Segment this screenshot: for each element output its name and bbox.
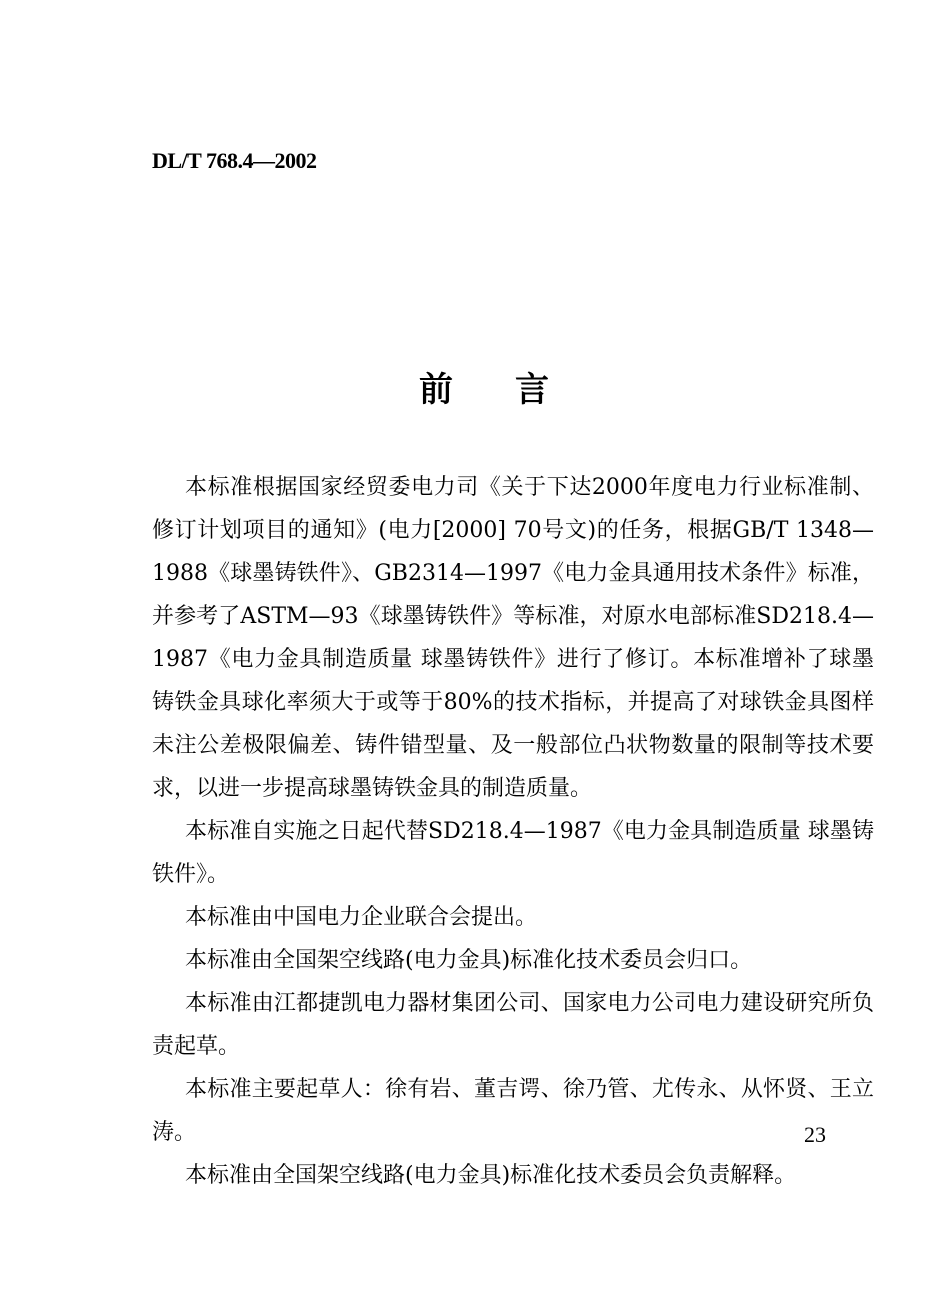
- page-number: 23: [804, 1122, 826, 1147]
- page-title: 前言: [419, 370, 611, 410]
- paragraph-interpretation: 本标准由全国架空线路(电力金具)标准化技术委员会负责解释。: [185, 1163, 797, 1188]
- paragraph-proposer: 本标准由中国电力企业联合会提出。: [185, 905, 538, 930]
- paragraph-revision-background: 本标准根据国家经贸委电力司《关于下达2000年度电力行业标准制、修订计划项目的通知》(电力[2000] 70号文)的任务，根据GB/T 1348—1988《球墨铸铁件》、GB2314—1997《电力金具通用技术条件》标准，并参考了ASTM—93《球墨铸铁件》等标准，对原水电部标准SD218.4—1987《电力金具制造质量 球墨铸铁件》进行了修订。本标准增补了球墨铸铁金具球化率须大于或等于80%的技术指标，并提高了对球铁金具图样未注公差极限偏差、铸件错型量、及一般部位凸状物数量的限制等技术要求，以进一步提高球墨铸铁金具的制造质量。: [152, 475, 874, 801]
- paragraph-centralized-by: 本标准由全国架空线路(电力金具)标准化技术委员会归口。: [185, 948, 753, 973]
- document-code: DL/T 768.4—2002: [152, 148, 317, 173]
- paragraph-drafters: 本标准主要起草人：徐有岩、董吉谔、徐乃管、尤传永、从怀贤、王立涛。: [152, 1077, 874, 1145]
- foreword-body: [152, 466, 874, 1197]
- paragraph-replacement: 本标准自实施之日起代替SD218.4—1987《电力金具制造质量 球墨铸铁件》。: [152, 819, 874, 887]
- paragraph-drafting-units: 本标准由江都捷凯电力器材集团公司、国家电力公司电力建设研究所负责起草。: [152, 991, 874, 1059]
